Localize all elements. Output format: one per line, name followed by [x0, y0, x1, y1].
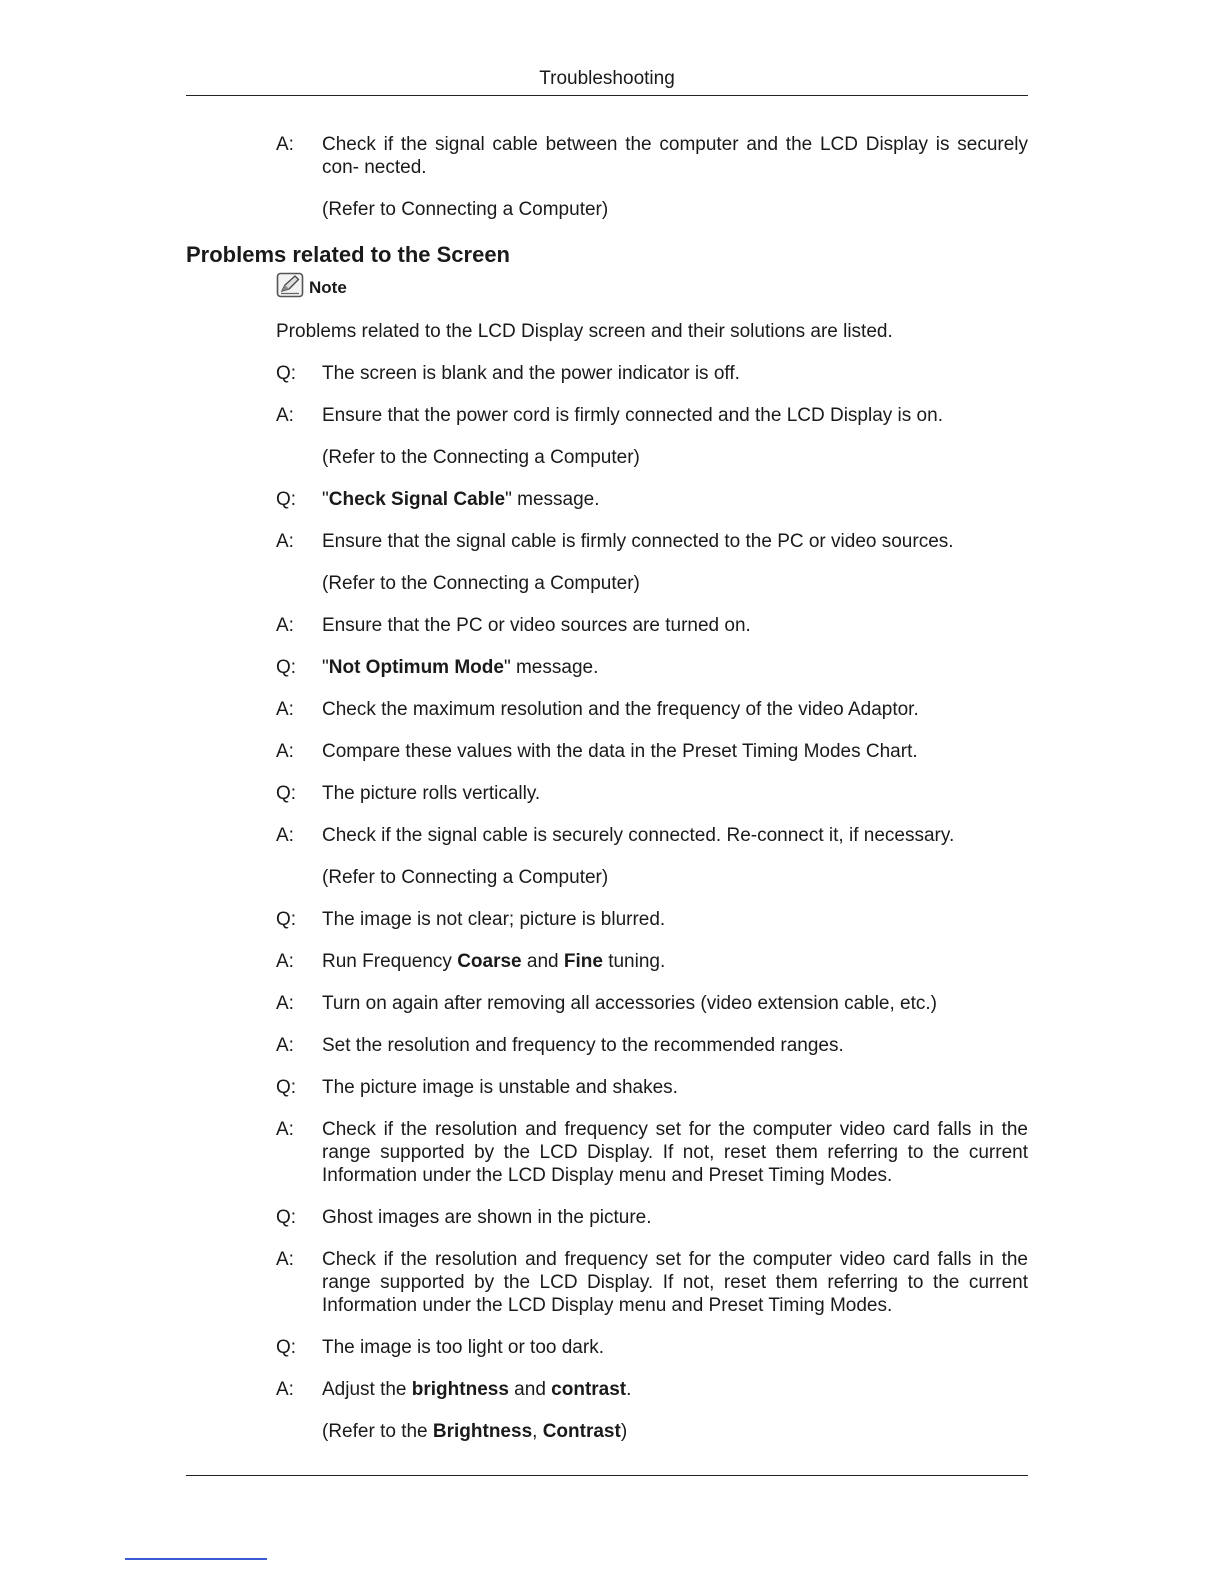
qa-tag: Q: — [276, 363, 297, 384]
qa-row — [276, 1076, 1028, 1099]
qa-tag: Q: — [276, 1207, 297, 1228]
qa-text: The image is not clear; picture is blurred. — [322, 909, 666, 930]
qa-text: Ghost images are shown in the picture. — [322, 1207, 652, 1228]
qa-row — [276, 698, 1028, 721]
bold-term: contrast — [551, 1379, 627, 1400]
bold-term: Brightness — [432, 1421, 533, 1442]
qa-tag: A: — [276, 993, 294, 1014]
section-lead: Problems related to the LCD Display screen and their solutions are listed. — [276, 321, 893, 342]
qa-tag: A: — [276, 1119, 294, 1140]
note-label: Note — [309, 278, 347, 297]
qa-tag: Q: — [276, 657, 297, 678]
qa-text: The image is too light or too dark. — [322, 1337, 604, 1358]
qa-row — [276, 740, 1028, 763]
qa-row — [276, 404, 1028, 427]
note — [276, 270, 347, 298]
bold-term: Not Optimum Mode — [328, 657, 504, 678]
qa-row — [276, 824, 1028, 847]
qa-text: The picture image is unstable and shakes. — [322, 1077, 678, 1098]
refer-note: (Refer to the Connecting a Computer) — [322, 447, 640, 468]
qa-tag: A: — [276, 741, 294, 762]
qa-tag: A: — [276, 1379, 294, 1400]
qa-tag: Q: — [276, 909, 297, 930]
qa-tag: A: — [276, 1035, 294, 1056]
qa-text: Adjust the brightness and contrast. — [322, 1379, 632, 1400]
refer-note: (Refer to Connecting a Computer) — [322, 867, 609, 888]
qa-text: Compare these values with the data in the Preset Timing Modes Chart. — [322, 741, 918, 762]
qa-row — [276, 362, 1028, 385]
qa-row — [276, 488, 1028, 511]
qa-text: Ensure that the signal cable is firmly connected to the PC or video sources. — [322, 531, 954, 552]
qa-tag: Q: — [276, 1077, 297, 1098]
qa-row — [276, 908, 1028, 931]
qa-row — [276, 1248, 1028, 1317]
footer-rule — [186, 1475, 1028, 1476]
qa-text: Ensure that the PC or video sources are turned on. — [322, 615, 751, 636]
page-edge-line — [125, 1558, 267, 1560]
qa-text: Check if the signal cable is securely connected. Re-connect it, if necessary. — [322, 825, 955, 846]
bold-term: brightness — [411, 1379, 509, 1400]
qa-row — [276, 950, 1028, 973]
qa-row — [276, 1118, 1028, 1187]
qa-tag: A: — [276, 615, 294, 636]
qa-row — [276, 1034, 1028, 1057]
section-title: Problems related to the Screen — [186, 242, 510, 267]
qa-tag: A: — [276, 699, 294, 720]
qa-tag: Q: — [276, 1337, 297, 1358]
bold-term: Check Signal Cable — [328, 489, 506, 510]
qa-text: Check if the resolution and frequency set for the computer video card falls in the range supported by the LCD Display. If not, reset them referring to the current Information under the LCD Display menu and Preset Timing Modes. — [322, 1249, 1028, 1316]
qa-row — [276, 782, 1028, 805]
qa-tag: A: — [276, 405, 294, 426]
qa-text: The picture rolls vertically. — [322, 783, 541, 804]
qa-tag: Q: — [276, 489, 297, 510]
qa-tag: A: — [276, 1249, 294, 1270]
qa-tag: A: — [276, 951, 294, 972]
refer-note: (Refer to Connecting a Computer) — [322, 199, 609, 220]
qa-tag: Q: — [276, 783, 297, 804]
qa-text: Run Frequency Coarse and Fine tuning. — [322, 951, 666, 972]
page-header: Troubleshooting — [539, 68, 675, 89]
qa-tag: A: — [276, 134, 294, 155]
qa-text: Ensure that the power cord is firmly connected and the LCD Display is on. — [322, 405, 943, 426]
qa-text: Turn on again after removing all accessories (video extension cable, etc.) — [322, 993, 937, 1014]
qa-row — [276, 656, 1028, 679]
qa-text: Check if the signal cable between the computer and the LCD Display is securely con- nected. — [322, 134, 1028, 178]
intro-answer — [276, 133, 1028, 240]
qa-text: The screen is blank and the power indicator is off. — [322, 363, 740, 384]
bold-term: Fine — [563, 951, 603, 972]
qa-text: Set the resolution and frequency to the recommended ranges. — [322, 1035, 844, 1056]
refer-note: (Refer to the Connecting a Computer) — [322, 573, 640, 594]
qa-row — [276, 1378, 1028, 1401]
qa-text: Check if the resolution and frequency set for the computer video card falls in the range supported by the LCD Display. If not, reset them referring to the current Information under the LCD Display menu and Preset Timing Modes. — [322, 1119, 1028, 1186]
bold-term: Contrast — [542, 1421, 621, 1442]
qa-text: "Check Signal Cable" message. — [322, 489, 600, 510]
qa-row — [276, 614, 1028, 637]
qa-text: "Not Optimum Mode" message. — [322, 657, 599, 678]
qa-tag: A: — [276, 825, 294, 846]
header-rule — [186, 95, 1028, 96]
qa-text: Check the maximum resolution and the frequency of the video Adaptor. — [322, 699, 919, 720]
qa-list — [276, 362, 1028, 1462]
bold-term: Coarse — [457, 951, 522, 972]
qa-row — [276, 1336, 1028, 1359]
note-pencil-icon — [276, 272, 304, 298]
qa-row — [276, 530, 1028, 553]
refer-note: (Refer to the Brightness, Contrast) — [322, 1421, 628, 1442]
qa-row — [276, 133, 1028, 179]
qa-row — [276, 992, 1028, 1015]
qa-tag: A: — [276, 531, 294, 552]
qa-row — [276, 1206, 1028, 1229]
